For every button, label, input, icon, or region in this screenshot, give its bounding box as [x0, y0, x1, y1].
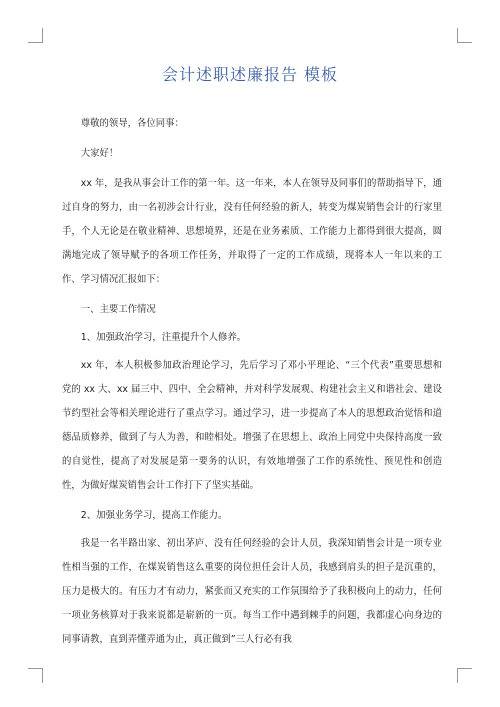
paragraph-political-study: xx 年，本人积极参加政治理论学习，先后学习了邓小平理论、“三个代表”重要思想和党的 xx 大、xx 届三中、四中、全会精神，并对科学发展观、构建社会主义和谐社会、建设节约型社会等相关理论进行了重点学习。通过学习，进一步提高了本人的思想政治觉悟和道德品质修养，做到了与人为善，和睦相处。增强了在思想上、政治上同党中央保持高度一致的自觉性，提高了对发展是第一要务的认识，有效地增强了工作的系统性、预见性和创造性，为做好煤炭销售会计工作打下了坚实基础。 — [62, 360, 442, 491]
paragraph-business-study: 我是一名半路出家、初出茅庐、没有任何经验的会计人员，我深知销售会计是一项专业性相当强的工作，在煤炭销售这么重要的岗位担任会计人员，我感到肩头的担子是沉重的，压力是极大的。有压力才有动力，紧张而又充实的工作氛围给予了我积极向上的动力，任何一项业务核算对于我来说都是崭新的一页。每当工作中遇到棘手的问题，我都虚心向身边的同事请教，直到弄懂弄通为止，真正做到”三人行必有我 — [62, 538, 442, 645]
crop-mark-top-right — [457, 28, 472, 43]
document-title: 会计述职述廉报告 模板 — [161, 65, 339, 84]
document-body — [62, 112, 442, 658]
intro-paragraph: xx 年，是我从事会计工作的第一年。这一年来，本人在领导及同事们的帮助指导下，通过自身的努力，由一名初涉会计行业，没有任何经验的新人，转变为煤炭销售会计的行家里手，个人无论是在敬业精神、思想境界，还是在业务素质、工作能力上都得到很大提高，圆满地完成了领导赋予的各项工作任务，并取得了一定的工作成绩，现将本人一年以来的工作、学习情况汇报如下： — [62, 178, 442, 285]
subheading-2: 2、加强业务学习，提高工作能力。 — [80, 510, 228, 521]
salutation: 尊敬的领导，各位同事： — [80, 118, 184, 129]
greeting: 大家好！ — [80, 148, 119, 159]
crop-mark-top-left — [28, 28, 43, 43]
crop-mark-bottom-right — [457, 668, 472, 683]
section-heading: 一、主要工作情况 — [80, 304, 156, 315]
crop-mark-bottom-left — [28, 668, 43, 683]
subheading-1: 1、加强政治学习，注重提升个人修养。 — [80, 332, 247, 343]
